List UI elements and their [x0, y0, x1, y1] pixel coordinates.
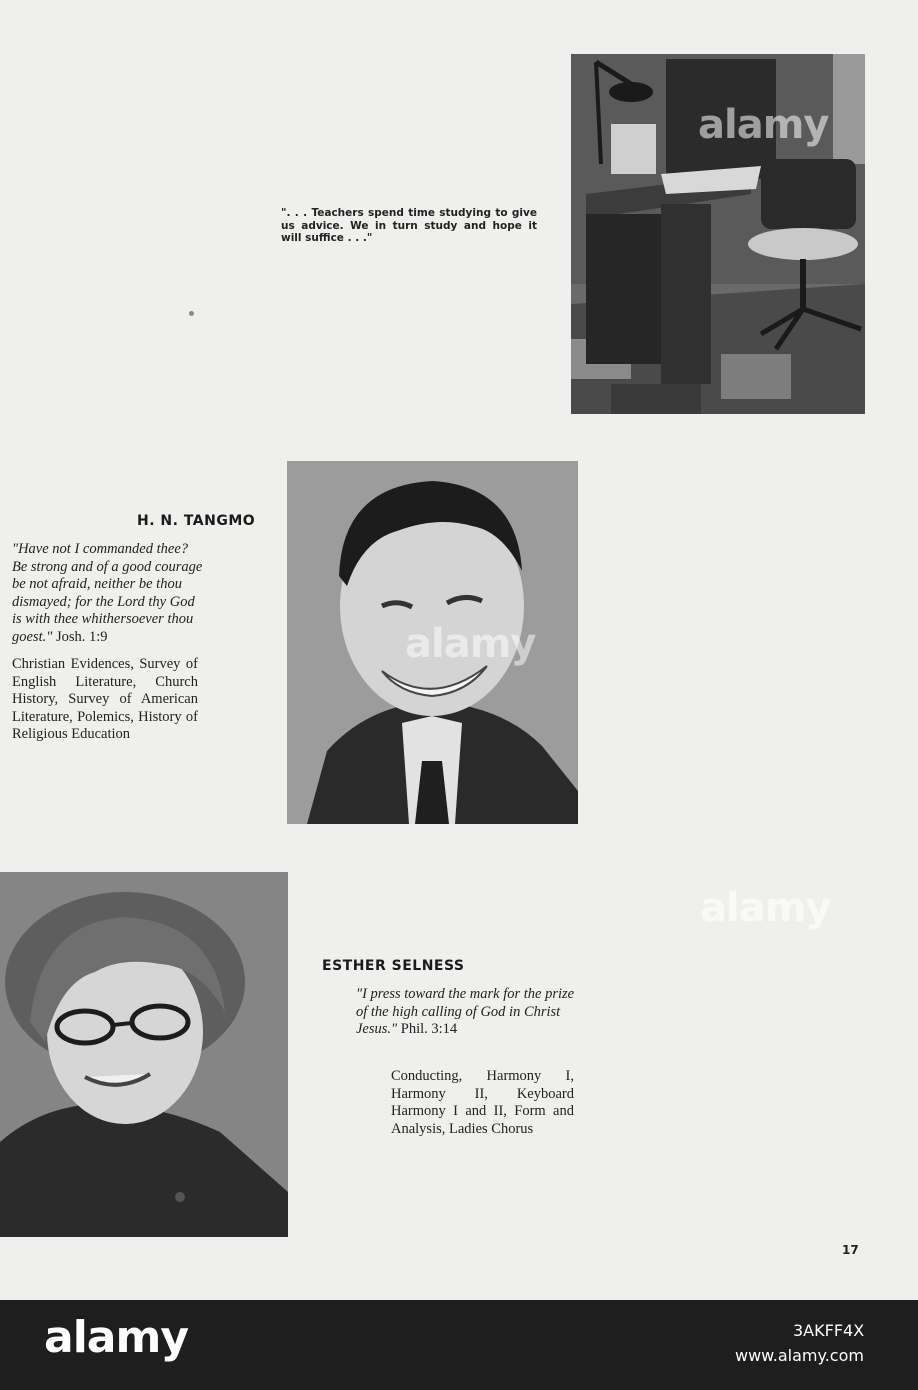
page-number: 17 — [842, 1243, 859, 1257]
faculty-name-selness: ESTHER SELNESS — [322, 958, 465, 974]
speck — [189, 311, 194, 316]
verse-text: "Have not I commanded thee? Be strong and of a good courage be not afraid, neither be thou dismayed; for the Lord thy God is with thee whithersoever thou goest." — [12, 541, 203, 645]
footer-url: www.alamy.com — [735, 1346, 864, 1365]
faculty-verse-selness — [356, 986, 576, 1039]
verse-reference: Josh. 1:9 — [55, 628, 108, 645]
watermark-overlay: alamy — [700, 885, 831, 931]
watermark-overlay: alamy — [698, 102, 829, 148]
watermark-overlay: alamy — [405, 621, 536, 667]
faculty-courses-selness: Conducting, Harmony I, Harmony II, Keyboard Harmony I and II, Form and Analysis, Ladies Chorus — [391, 1068, 574, 1137]
footer-image-id: 3AKFF4X — [793, 1321, 865, 1340]
verse-reference: Phil. 3:14 — [400, 1021, 458, 1037]
faculty-courses-tangmo: Christian Evidences, Survey of English Literature, Church History, Survey of American Literature, Polemics, History of Religious Education — [12, 656, 198, 742]
photo-caption: ". . . Teachers spend time studying to give us advice. We in turn study and hope it will suffice . . ." — [281, 207, 537, 244]
portrait-selness — [0, 872, 288, 1237]
verse-text: "I press toward the mark for the prize of the high calling of God in Christ Jesus." — [356, 986, 575, 1037]
faculty-verse-tangmo — [12, 541, 204, 646]
faculty-name-tangmo: H. N. TANGMO — [137, 513, 256, 529]
footer-logo: alamy — [44, 1312, 188, 1363]
